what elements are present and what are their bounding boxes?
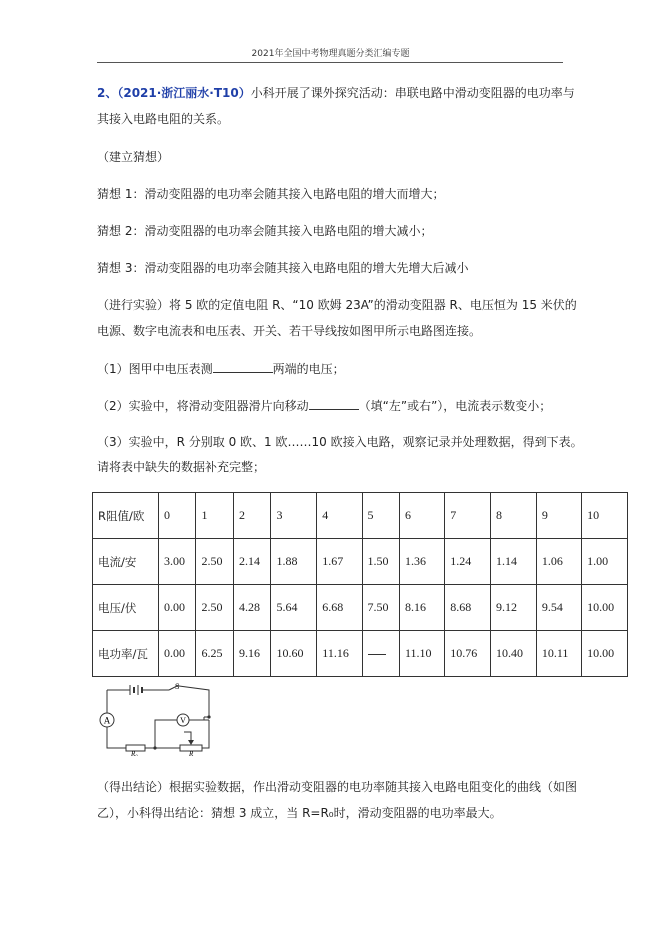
table-cell: 1.24	[445, 539, 491, 585]
table-cell: 5	[362, 493, 399, 539]
table-cell: 2	[233, 493, 270, 539]
table-cell: 1	[196, 493, 233, 539]
table-cell: 10.00	[582, 585, 628, 631]
page-header-title: 2021年全国中考物理真题分类汇编专题	[251, 49, 410, 59]
table-cell: 1.50	[362, 539, 399, 585]
table-cell: 5.64	[271, 585, 317, 631]
table-cell: 1.06	[536, 539, 581, 585]
table-cell[interactable]	[362, 631, 399, 677]
subquestion-2-prefix: （2）实验中，将滑动变阻器滑片向移动	[97, 399, 309, 413]
table-cell: 7	[445, 493, 491, 539]
table-cell: 9.16	[233, 631, 270, 677]
question-intro-line1	[97, 86, 575, 100]
row-header: 电功率/瓦	[93, 631, 159, 677]
guess-2: 猜想 2：滑动变阻器的电功率会随其接入电路电阻的增大减小；	[97, 224, 433, 238]
subquestion-1	[97, 361, 567, 376]
table-cell: 0.00	[159, 585, 196, 631]
table-row	[93, 493, 628, 539]
circuit-diagram	[92, 680, 222, 756]
voltmeter-label: V	[180, 716, 186, 725]
subquestion-2-suffix: （填“左”或右”），电流表示数变小；	[358, 399, 552, 413]
table-cell: 2.50	[196, 539, 233, 585]
question-intro-line2: 其接入电路电阻的关系。	[97, 112, 230, 126]
table-cell: 10.11	[536, 631, 581, 677]
table-cell: 6	[399, 493, 444, 539]
answer-blank-2[interactable]	[309, 398, 359, 410]
voltmeter-icon	[177, 714, 189, 726]
guess-1: 猜想 1：滑动变阻器的电功率会随其接入电路电阻的增大而增大；	[97, 187, 445, 201]
rheostat-label: R	[189, 750, 194, 756]
table-cell: 1.14	[491, 539, 537, 585]
table-cell: 4	[317, 493, 362, 539]
table-row	[93, 539, 628, 585]
slider-arrow-icon	[188, 740, 194, 745]
table-cell: 11.16	[317, 631, 362, 677]
fixed-resistor-label: R₀	[131, 750, 138, 756]
conclusion-line1: （得出结论）根据实验数据，作出滑动变阻器的电功率随其接入电路电阻变化的曲线（如图	[97, 780, 578, 794]
table-cell: 1.67	[317, 539, 362, 585]
hypothesis-heading: （建立猜想）	[97, 150, 170, 164]
table-cell: 6.25	[196, 631, 233, 677]
table-cell: 0	[159, 493, 196, 539]
table-cell: 2.14	[233, 539, 270, 585]
guess-3: 猜想 3：滑动变阻器的电功率会随其接入电路电阻的增大先增大后减小	[97, 261, 469, 275]
data-table	[92, 492, 628, 677]
question-number: 2、（2021·浙江丽水·T10）	[97, 86, 251, 100]
table-cell: 6.68	[317, 585, 362, 631]
subquestion-1-suffix: 两端的电压；	[272, 362, 345, 376]
subquestion-2	[97, 398, 567, 413]
table-cell: 1.88	[271, 539, 317, 585]
question-intro-text: 小科开展了课外探究活动：串联电路中滑动变阻器的电功率与	[250, 86, 575, 100]
table-cell: 8.68	[445, 585, 491, 631]
table-cell: 1.36	[399, 539, 444, 585]
table-cell: 4.28	[233, 585, 270, 631]
subquestion-3-line1: （3）实验中，R 分别取 0 欧、1 欧……10 欧接入电路，观察记录并处理数据，得到下表。	[97, 435, 583, 449]
subquestion-1-prefix: （1）图甲中电压表测	[97, 362, 213, 376]
table-row	[93, 631, 628, 677]
table-cell: 10.00	[582, 631, 628, 677]
experiment-line1: （进行实验）将 5 欧的定值电阻 R、“10 欧姆 23A”的滑动变阻器 R、电压恒为 15 米伏的	[97, 298, 577, 312]
missing-value-blank[interactable]	[368, 654, 386, 655]
experiment-line2: 电源、数字电流表和电压表、开关、若干导线按如图甲所示电路图连接。	[97, 324, 482, 338]
table-cell: 2.50	[196, 585, 233, 631]
table-cell: 1.00	[582, 539, 628, 585]
table-cell: 9.54	[536, 585, 581, 631]
row-header: R阻值/欧	[93, 493, 159, 539]
table-row	[93, 585, 628, 631]
table-cell: 10	[582, 493, 628, 539]
table-cell: 8.16	[399, 585, 444, 631]
table-cell: 10.76	[445, 631, 491, 677]
table-cell: 10.40	[491, 631, 537, 677]
table-cell: 3.00	[159, 539, 196, 585]
ammeter-icon	[100, 713, 114, 727]
table-cell: 11.10	[399, 631, 444, 677]
table-cell: 3	[271, 493, 317, 539]
answer-blank-1[interactable]	[213, 361, 273, 373]
row-header: 电压/伏	[93, 585, 159, 631]
header-divider	[97, 62, 563, 63]
ammeter-label: A	[103, 715, 111, 726]
table-cell: 10.60	[271, 631, 317, 677]
table-cell: 8	[491, 493, 537, 539]
row-header: 电流/安	[93, 539, 159, 585]
table-cell: 7.50	[362, 585, 399, 631]
table-cell: 9	[536, 493, 581, 539]
junction-dot-right	[207, 715, 210, 718]
table-cell: 9.12	[491, 585, 537, 631]
switch-label: S	[175, 682, 180, 691]
conclusion-line2: 乙），小科得出结论：猜想 3 成立，当 R=R₀时，滑动变阻器的电功率最大。	[97, 806, 502, 820]
subquestion-3-line2: 请将表中缺失的数据补充完整；	[97, 460, 266, 474]
table-cell: 0.00	[159, 631, 196, 677]
